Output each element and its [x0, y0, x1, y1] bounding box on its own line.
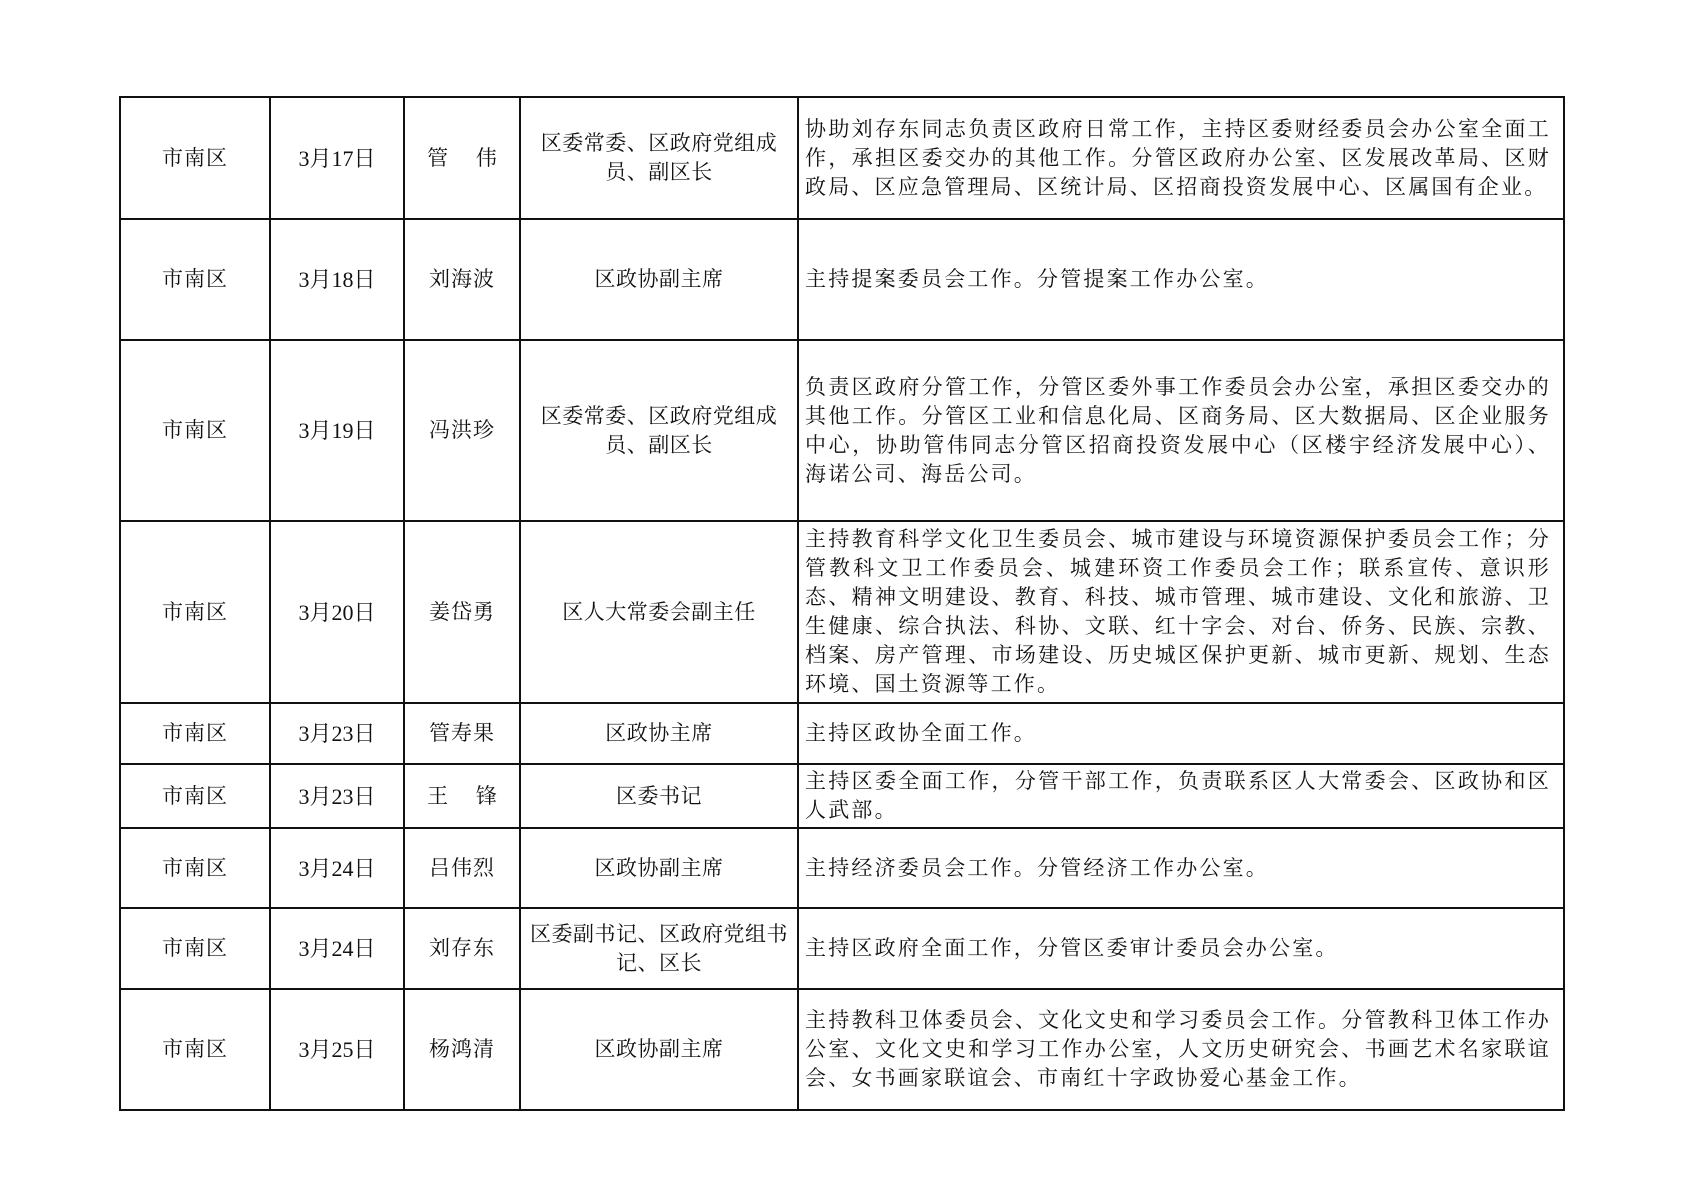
district-cell: 市南区 — [120, 97, 270, 219]
name-cell: 管 伟 — [404, 97, 520, 219]
date-cell: 3月19日 — [270, 340, 404, 521]
name-cell: 管寿果 — [404, 703, 520, 764]
date-cell: 3月23日 — [270, 703, 404, 764]
name-cell: 刘存东 — [404, 908, 520, 989]
name-cell: 姜岱勇 — [404, 521, 520, 703]
table-row — [120, 703, 1564, 764]
name-cell: 冯洪珍 — [404, 340, 520, 521]
date-cell: 3月18日 — [270, 219, 404, 340]
position-cell: 区政协副主席 — [520, 219, 798, 340]
date-cell: 3月20日 — [270, 521, 404, 703]
name-cell: 王 锋 — [404, 764, 520, 828]
table-row — [120, 340, 1564, 521]
position-cell: 区委常委、区政府党组成员、副区长 — [520, 340, 798, 521]
date-cell: 3月25日 — [270, 989, 404, 1110]
duties-cell: 主持提案委员会工作。分管提案工作办公室。 — [798, 219, 1564, 340]
position-cell: 区委副书记、区政府党组书记、区长 — [520, 908, 798, 989]
name-cell: 吕伟烈 — [404, 828, 520, 908]
date-cell: 3月23日 — [270, 764, 404, 828]
duties-cell: 负责区政府分管工作，分管区委外事工作委员会办公室，承担区委交办的其他工作。分管区工业和信息化局、区商务局、区大数据局、区企业服务中心，协助管伟同志分管区招商投资发展中心（区楼宇经济发展中心）、海诺公司、海岳公司。 — [798, 340, 1564, 521]
table-row — [120, 908, 1564, 989]
position-cell: 区政协主席 — [520, 703, 798, 764]
table-row — [120, 219, 1564, 340]
date-cell: 3月24日 — [270, 828, 404, 908]
name-cell: 刘海波 — [404, 219, 520, 340]
district-cell: 市南区 — [120, 219, 270, 340]
position-cell: 区人大常委会副主任 — [520, 521, 798, 703]
table-row — [120, 764, 1564, 828]
duties-cell: 主持区政府全面工作，分管区委审计委员会办公室。 — [798, 908, 1564, 989]
duties-cell: 主持区政协全面工作。 — [798, 703, 1564, 764]
district-cell: 市南区 — [120, 340, 270, 521]
date-cell: 3月24日 — [270, 908, 404, 989]
duties-cell: 主持教科卫体委员会、文化文史和学习委员会工作。分管教科卫体工作办公室、文化文史和学习工作办公室，人文历史研究会、书画艺术名家联谊会、女书画家联谊会、市南红十字政协爱心基金工作。 — [798, 989, 1564, 1110]
table-row — [120, 521, 1564, 703]
duties-cell: 主持经济委员会工作。分管经济工作办公室。 — [798, 828, 1564, 908]
officials-table — [119, 96, 1565, 1111]
district-cell: 市南区 — [120, 764, 270, 828]
table-row — [120, 828, 1564, 908]
position-cell: 区政协副主席 — [520, 828, 798, 908]
district-cell: 市南区 — [120, 828, 270, 908]
duties-cell: 主持教育科学文化卫生委员会、城市建设与环境资源保护委员会工作；分管教科文卫工作委员会、城建环资工作委员会工作；联系宣传、意识形态、精神文明建设、教育、科技、城市管理、城市建设、文化和旅游、卫生健康、综合执法、科协、文联、红十字会、对台、侨务、民族、宗教、档案、房产管理、市场建设、历史城区保护更新、城市更新、规划、生态环境、国土资源等工作。 — [798, 521, 1564, 703]
table-row — [120, 989, 1564, 1110]
date-cell: 3月17日 — [270, 97, 404, 219]
district-cell: 市南区 — [120, 989, 270, 1110]
duties-cell: 主持区委全面工作，分管干部工作，负责联系区人大常委会、区政协和区人武部。 — [798, 764, 1564, 828]
table-row — [120, 97, 1564, 219]
district-cell: 市南区 — [120, 908, 270, 989]
position-cell: 区委书记 — [520, 764, 798, 828]
duties-cell: 协助刘存东同志负责区政府日常工作，主持区委财经委员会办公室全面工作，承担区委交办的其他工作。分管区政府办公室、区发展改革局、区财政局、区应急管理局、区统计局、区招商投资发展中心、区属国有企业。 — [798, 97, 1564, 219]
position-cell: 区委常委、区政府党组成员、副区长 — [520, 97, 798, 219]
district-cell: 市南区 — [120, 521, 270, 703]
name-cell: 杨鸿清 — [404, 989, 520, 1110]
district-cell: 市南区 — [120, 703, 270, 764]
position-cell: 区政协副主席 — [520, 989, 798, 1110]
